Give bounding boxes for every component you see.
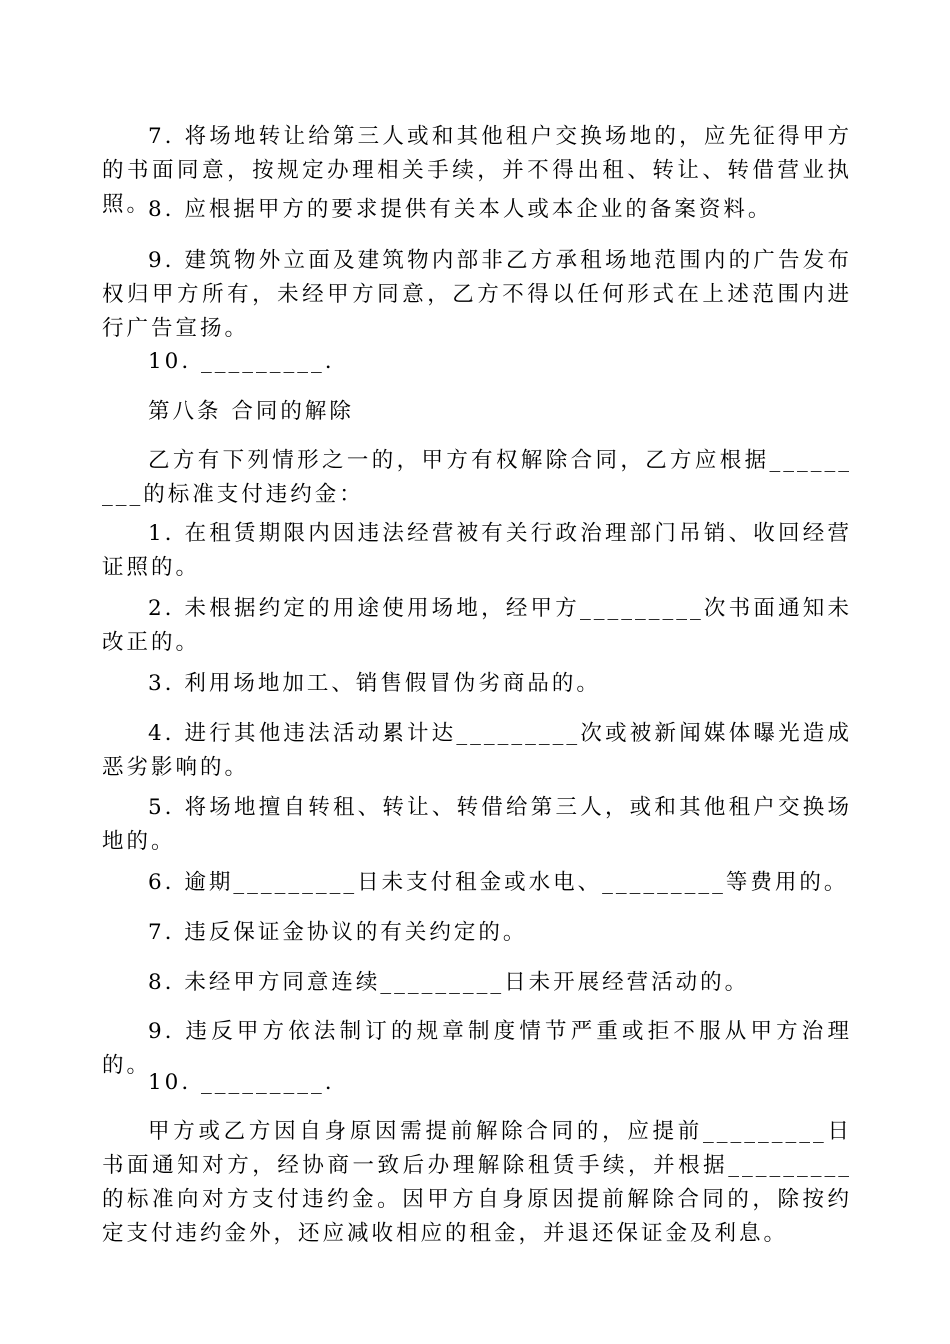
section-heading: 第八条 合同的解除 xyxy=(148,399,354,424)
clause-item-8: 8. 应根据甲方的要求提供有关本人或本企业的备案资料。 xyxy=(148,197,773,222)
clause-item-9: 9. 建筑物外立面及建筑物内部非乙方承租场地范围内的广告发布权归甲方所有，未经甲方同意，乙方不得以任何形式在上述范围内进行广告宣扬。 xyxy=(102,248,852,341)
termination-item-9: 9. 违反甲方依法制订的规章制度情节严重或拒不服从甲方治理的。 xyxy=(102,1019,852,1078)
termination-item-2: 2. 未根据约定的用途使用场地，经甲方_________次书面通知未改正的。 xyxy=(102,596,852,655)
termination-item-6: 6. 逾期_________日未支付租金或水电、_________等费用的。 xyxy=(148,870,849,895)
termination-item-1: 1. 在租赁期限内因违法经营被有关行政治理部门吊销、收回经营证照的。 xyxy=(102,521,852,580)
clause-item-7: 7. 将场地转让给第三人或和其他租户交换场地的，应先征得甲方的书面同意，按规定办理相关手续，并不得出租、转让、转借营业执照。 xyxy=(102,124,852,217)
termination-item-5: 5. 将场地擅自转租、转让、转借给第三人，或和其他租户交换场地的。 xyxy=(102,795,852,854)
termination-item-8: 8. 未经甲方同意连续_________日未开展经营活动的。 xyxy=(148,970,750,995)
termination-item-4: 4. 进行其他违法活动累计达_________次或被新闻媒体曝光造成恶劣影响的。 xyxy=(102,721,852,780)
termination-item-3: 3. 利用场地加工、销售假冒伪劣商品的。 xyxy=(148,671,601,696)
termination-item-10: 10. _________. xyxy=(148,1070,335,1095)
clause-item-10: 10. _________. xyxy=(148,349,335,374)
termination-item-7: 7. 违反保证金协议的有关约定的。 xyxy=(148,920,528,945)
termination-intro: 乙方有下列情形之一的，甲方有权解除合同，乙方应根据_________的标准支付违约金： xyxy=(102,448,852,507)
early-termination-paragraph: 甲方或乙方因自身原因需提前解除合同的，应提前_________日书面通知对方，经协商一致后办理解除租赁手续，并根据_________的标准向对方支付违约金。因甲方自身原因提前解除合同的，除按约定支付违约金外，还应减收相应的租金，并退还保证金及利息。 xyxy=(102,1119,852,1246)
